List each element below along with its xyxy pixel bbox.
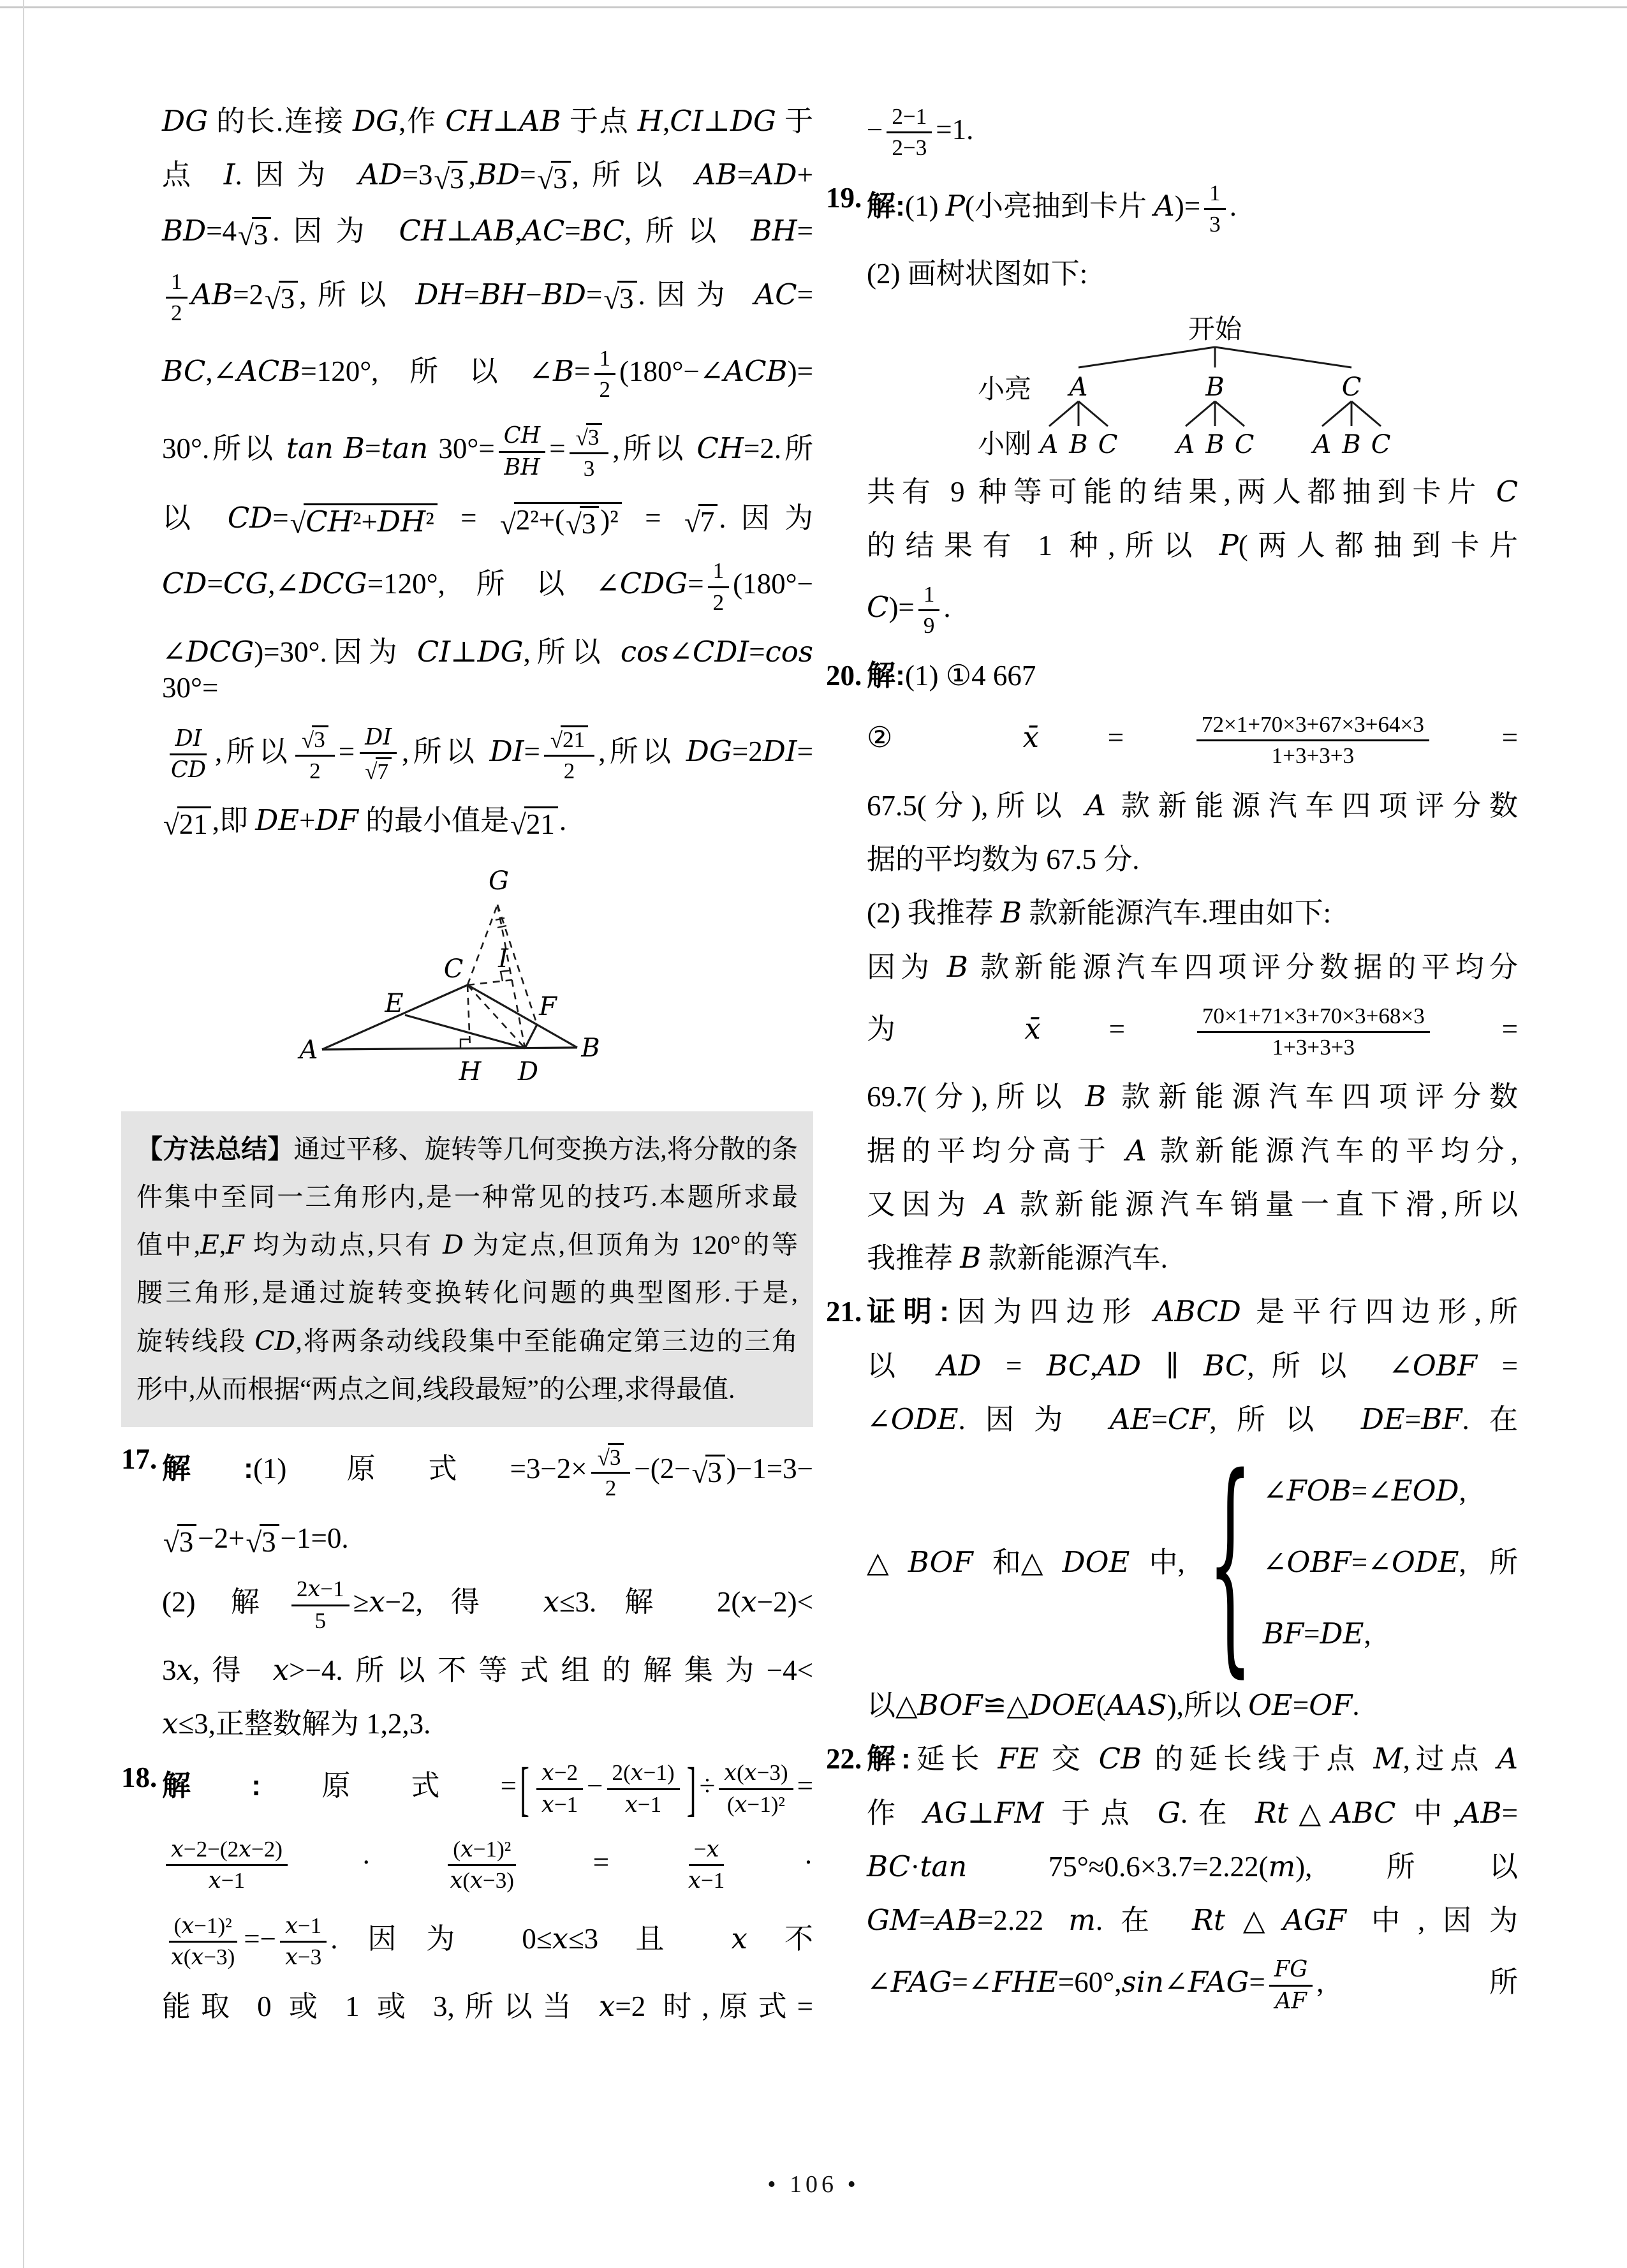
text-line: 解:延长 FE 交 CB 的延长线于点 M,过点 A bbox=[867, 1742, 1518, 1776]
figure-label-B: B bbox=[581, 1033, 600, 1063]
figure-label-C: C bbox=[443, 954, 464, 984]
item-number: 19. bbox=[826, 181, 862, 214]
tree-node: B bbox=[1205, 372, 1225, 402]
text-line: 腰三角形,是通过旋转变换转化问题的典型图形.于是, bbox=[136, 1278, 798, 1308]
text-line: 因为 B 款新能源汽车四项评分数据的平均分 bbox=[867, 949, 1518, 984]
continued-expression bbox=[867, 94, 1518, 171]
tree-leaf: A bbox=[1313, 429, 1332, 459]
item-number: 17. bbox=[121, 1443, 158, 1476]
item-body bbox=[867, 1732, 1518, 2024]
item-body bbox=[867, 649, 1518, 1286]
text-line: DG 的长.连接 DG,作 CH⊥AB 于点 H,CI⊥DG 于 bbox=[162, 104, 813, 138]
tree-labels bbox=[978, 315, 1390, 459]
text-line: 67.5(分),所以 A 款新能源汽车四项评分数 bbox=[867, 788, 1518, 822]
tree-player2-label: 小刚 bbox=[977, 429, 1032, 459]
text-line: (2) 解 $\frac{2x-1}{5}$ ≥x−2,得 x≤3.解 2(x−2)< bbox=[162, 1576, 813, 1633]
item-number: 21. bbox=[826, 1296, 862, 1328]
text-line: √ 21 ,即 DE+DF 的最小值是 √ 21 . bbox=[163, 803, 567, 841]
text-line: 值中,E,F 均为动点,只有 D 为定点,但顶角为 120°的等 bbox=[136, 1229, 799, 1261]
left-column bbox=[121, 94, 813, 2034]
text-line: √ 3 −2+ √ 3 −1=0. bbox=[163, 1522, 349, 1559]
text-line: 共有 9 种等可能的结果,两人都抽到卡片 C bbox=[867, 474, 1518, 508]
text-line: 又因为 A 款新能源汽车销量一直下滑,所以 bbox=[867, 1187, 1518, 1221]
text-line: 解:(1) P(小亮抽到卡片 A)= $\frac{1}{3}$ . bbox=[867, 180, 1237, 237]
scan-artifact-left bbox=[23, 0, 24, 2268]
figure-label-H: H bbox=[459, 1056, 482, 1086]
tree-leaf: A bbox=[1176, 429, 1195, 459]
text-line: BC,∠ACB=120°,所以∠B= $\frac{1}{2}$ (180°−∠ACB)= bbox=[162, 345, 813, 403]
text-line: 我推荐 B 款新能源汽车. bbox=[867, 1241, 1168, 1275]
figure-label-D: D bbox=[517, 1056, 539, 1086]
text-line: − $\frac{2-1}{2-3}$ =1. bbox=[867, 104, 974, 161]
continued-solution-paragraph bbox=[162, 94, 813, 850]
text-line: 作 AG⊥FM 于点 G.在 Rt△ABC 中,AB= bbox=[867, 1795, 1518, 1830]
figure-labels bbox=[297, 866, 600, 1086]
text-line: 以 CD= √ CH²+DH² = √ 2²+( √ 3 )² = √ 7 .因为 bbox=[162, 501, 813, 541]
text-line: 解:原式= [ $\frac{x-2}{x-1}$ − $\frac{2(x-1)}{x-1}$ ] ÷ $\frac{x(x-3)}{\text{(x−1)²}}$ = bbox=[162, 1755, 813, 1823]
text-line: 解:(1) 原式=3−2× √ 3 2 −(2− √ 3 )−1=3− bbox=[162, 1432, 813, 1511]
solution-item-21 bbox=[826, 1285, 1518, 1732]
item-body bbox=[867, 171, 1518, 301]
tree-leaf: C bbox=[1234, 429, 1255, 459]
solution-item-19 bbox=[826, 171, 1518, 301]
item-body bbox=[867, 1285, 1518, 1732]
text-line: 以△BOF≌△DOE(AAS),所以 OE=OF. bbox=[867, 1688, 1360, 1723]
text-line: (2) 我推荐 B 款新能源汽车.理由如下: bbox=[867, 896, 1332, 930]
geometry-figure bbox=[293, 859, 651, 1101]
tree-leaf: B bbox=[1342, 429, 1361, 459]
solution-item-18 bbox=[121, 1751, 813, 2033]
tree-diagram bbox=[971, 309, 1405, 459]
text-line: 证明:因为四边形 ABCD 是平行四边形,所 bbox=[867, 1294, 1518, 1329]
text-line: $\frac{DI}{CD}$ ,所以 √ 3 2 = DI √ 7 ,所以 DI= √ 21 2 ,所以 DG=2DI= bbox=[171, 723, 813, 785]
solution-item-22 bbox=[826, 1732, 1518, 2024]
text-line: 【方法总结】通过平移、旋转等几何变换方法,将分散的条 bbox=[136, 1134, 798, 1164]
text-line: 旋转线段 CD,将两条动线段集中至能确定第三边的三角 bbox=[136, 1325, 799, 1356]
text-line: 30°.所以 tan B=tan 30°= $\frac{CH}{BH}$ = √ 3 3 ,所以 CH=2.所 bbox=[162, 422, 813, 481]
scan-artifact-top bbox=[0, 6, 1627, 8]
solution-item-19-continued bbox=[867, 465, 1518, 649]
solution-item-17 bbox=[121, 1432, 813, 1751]
text-line: C)= $\frac{1}{9}$ . bbox=[867, 582, 951, 639]
text-line: (2) 画树状图如下: bbox=[867, 258, 1088, 290]
text-line: 形中,从而根据“两点之间,线段最短”的公理,求得最值. bbox=[136, 1374, 735, 1404]
text-line: BD=4 √ 3 .因为 CH⊥AB,AC=BC,所以 BH= bbox=[162, 213, 813, 251]
text-line: ∠ODE.因为 AE=CF,所以 DE=BF.在 bbox=[867, 1402, 1518, 1436]
page-number: • 106 • bbox=[767, 2171, 860, 2198]
text-line: GM=AB=2.22 m.在 Rt△AGF 中,因为 bbox=[867, 1903, 1518, 1938]
item-number: 20. bbox=[826, 659, 862, 692]
item-number: 18. bbox=[121, 1761, 158, 1794]
tree-leaf: A bbox=[1040, 429, 1059, 459]
tree-leaf: C bbox=[1098, 429, 1118, 459]
tree-node: C bbox=[1341, 372, 1362, 402]
text-line: x≤3,正整数解为 1,2,3. bbox=[162, 1707, 431, 1741]
item-body bbox=[162, 1751, 813, 2033]
text-line: △ BOF 和△ DOE 中, { ∠ FOB =∠ EOD , ∠ OBF =∠ ODE , BF = DE , 所 bbox=[867, 1427, 1518, 1698]
tree-root-label: 开始 bbox=[1188, 315, 1242, 345]
tree-player1-label: 小亮 bbox=[977, 374, 1032, 404]
item-number: 22. bbox=[826, 1743, 862, 1775]
solution-item-20 bbox=[826, 649, 1518, 1286]
text-line: 解:(1) ①4 667 bbox=[867, 658, 1036, 692]
text-line: 据的平均分高于 A 款新能源汽车的平均分, bbox=[867, 1133, 1518, 1167]
text-line: 件集中至同一三角形内,是一种常见的技巧.本题所求最 bbox=[136, 1182, 798, 1212]
figure-label-F: F bbox=[539, 991, 557, 1021]
text-line: 3x,得 x>−4.所以不等式组的解集为−4< bbox=[162, 1652, 813, 1687]
text-line: $\frac{1}{2}$ AB=2 √ 3 ,所以 DH=BH−BD= √ 3 .因为 AC= bbox=[162, 260, 813, 336]
tree-leaf: B bbox=[1205, 429, 1225, 459]
text-line: $\frac{x-2-(2x-2)}{x-1}$ · $\frac{\text{(x−1)²}}{x(x-3)}$ = $\frac{-x}{x-1}$ · bbox=[162, 1827, 813, 1904]
tree-leaf: B bbox=[1069, 429, 1088, 459]
text-line: 的结果有 1 种,所以 P(两人都抽到卡片 bbox=[867, 528, 1518, 562]
figure-label-E: E bbox=[385, 988, 404, 1018]
text-line: 为 x̄ = $\frac{70\times 1+71\times 3+70\times 3+68\times 3}{1+3+3+3}$ = bbox=[867, 1003, 1518, 1060]
text-line: 点 I.因为 AD=3 √ 3 ,BD= √ 3 ,所以 AB=AD+ bbox=[162, 158, 813, 196]
text-line: CD=CG,∠DCG=120°,所以∠CDG= $\frac{1}{2}$ (180°− bbox=[162, 558, 813, 615]
figure-label-I: I bbox=[498, 944, 508, 974]
text-line: 69.7(分),所以 B 款新能源汽车四项评分数 bbox=[867, 1079, 1518, 1114]
figure-label-G: G bbox=[489, 866, 509, 896]
text-line: ∠DCG)=30°.因为 CI⊥DG,所以 cos∠CDI=cos 30°= bbox=[162, 635, 813, 704]
method-summary-box bbox=[121, 1111, 813, 1428]
text-line: 以 AD = BC,AD ∥ BC,所以 ∠OBF = bbox=[867, 1348, 1518, 1382]
text-line: BC·tan 75°≈0.6×3.7=2.22(m),所以 bbox=[867, 1849, 1518, 1883]
tree-node: A bbox=[1069, 372, 1088, 402]
text-line: ② x̄ = $\frac{72\times 1+70\times 3+67\times 3+64\times 3}{1+3+3+3}$ = bbox=[867, 712, 1518, 769]
tree-leaf: C bbox=[1371, 429, 1391, 459]
text-line: 能取 0 或 1 或 3,所以当 x=2 时,原式= bbox=[162, 1989, 813, 2024]
text-line: ∠FAG=∠FHE=60°,sin∠FAG= $\frac{FG}{AF}$ ,所 bbox=[867, 1956, 1518, 2014]
text-line: 据的平均数为 67.5 分. bbox=[867, 843, 1140, 875]
item-body bbox=[162, 1432, 813, 1751]
text-line: $\frac{\text{(x−1)²}}{x(x-3)}$ =− $\frac{x-1}{x-3}$ .因为 0≤x≤3 且 x 不 bbox=[162, 1904, 813, 1980]
right-column bbox=[826, 94, 1518, 2024]
figure-label-A: A bbox=[299, 1035, 318, 1065]
